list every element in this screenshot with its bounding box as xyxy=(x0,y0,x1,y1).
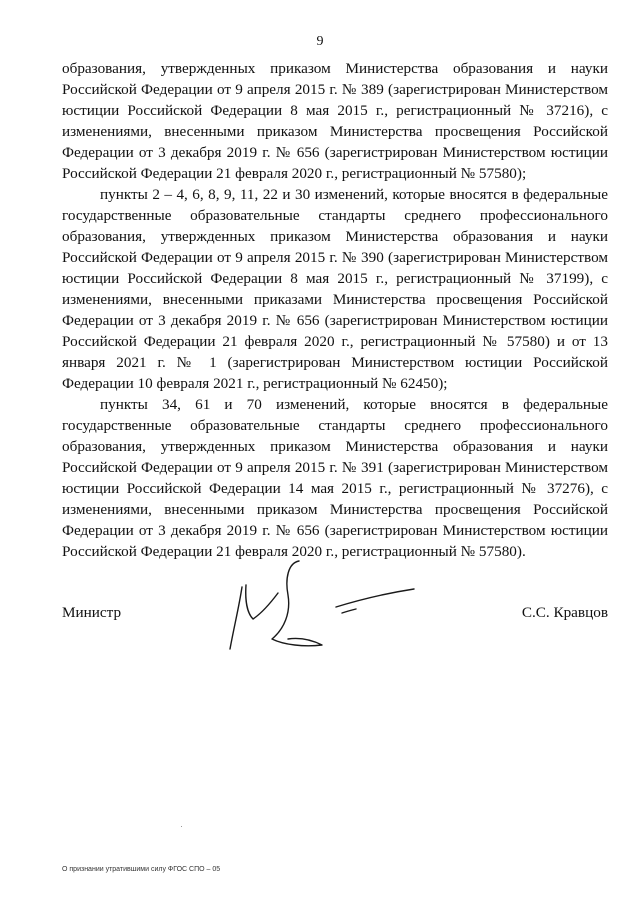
paragraph-points-2-30: пункты 2 – 4, 6, 8, 9, 11, 22 и 30 изменений, которые вносятся в федеральные государственные образовательные стандарты среднего профессионального образования, утвержденных приказом Министерства образования и науки Российской Федерации от 9 апреля 2015 г. № 390 (зарегистрирован Министерством юстиции Российской Федерации 8 мая 2015 г., регистрационный № 37199), с изменениями, внесенными приказами Министерства просвещения Российской Федерации от 3 декабря 2019 г. № 656 (зарегистрирован Министерством юстиции Российской Федерации 21 февраля 2020 г., регистрационный № 57580) и от 13 января 2021 г. № 1 (зарегистрирован Министерством юстиции Российской Федерации 10 февраля 2021 г., регистрационный № 62450); xyxy=(62,186,608,392)
signatory-name: С.С. Кравцов xyxy=(521,604,608,621)
paragraph-points-34-70: пункты 34, 61 и 70 изменений, которые вносятся в федеральные государственные образовательные стандарты среднего профессионального образования, утвержденных приказом Министерства образования и науки Российской Федерации от 9 апреля 2015 г. № 391 (зарегистрирован Министерством юстиции Российской Федерации 14 мая 2015 г., регистрационный № 37276), с изменениями, внесенными приказом Министерства просвещения Российской Федерации от 3 декабря 2019 г. № 656 (зарегистрирован Министерством юстиции Российской Федерации 21 февраля 2020 г., регистрационный № 57580). xyxy=(62,396,608,560)
document-body xyxy=(62,58,608,562)
page-number: 9 xyxy=(316,34,324,49)
handwritten-signature xyxy=(222,555,432,665)
paragraph-continuation: образования, утвержденных приказом Министерства образования и науки Российской Федерации от 9 апреля 2015 г. № 389 (зарегистрирован Министерством юстиции Российской Федерации 8 мая 2015 г., регистрационный № 37216), с изменениями, внесенными приказом Министерства просвещения Российской Федерации от 3 декабря 2019 г. № 656 (зарегистрирован Министерством юстиции Российской Федерации 21 февраля 2020 г., регистрационный № 57580); xyxy=(62,60,608,182)
footer-note: О признании утратившими силу ФГОС СПО – 05 xyxy=(62,866,221,873)
scan-speck xyxy=(181,826,182,827)
signatory-title: Министр xyxy=(62,604,122,621)
